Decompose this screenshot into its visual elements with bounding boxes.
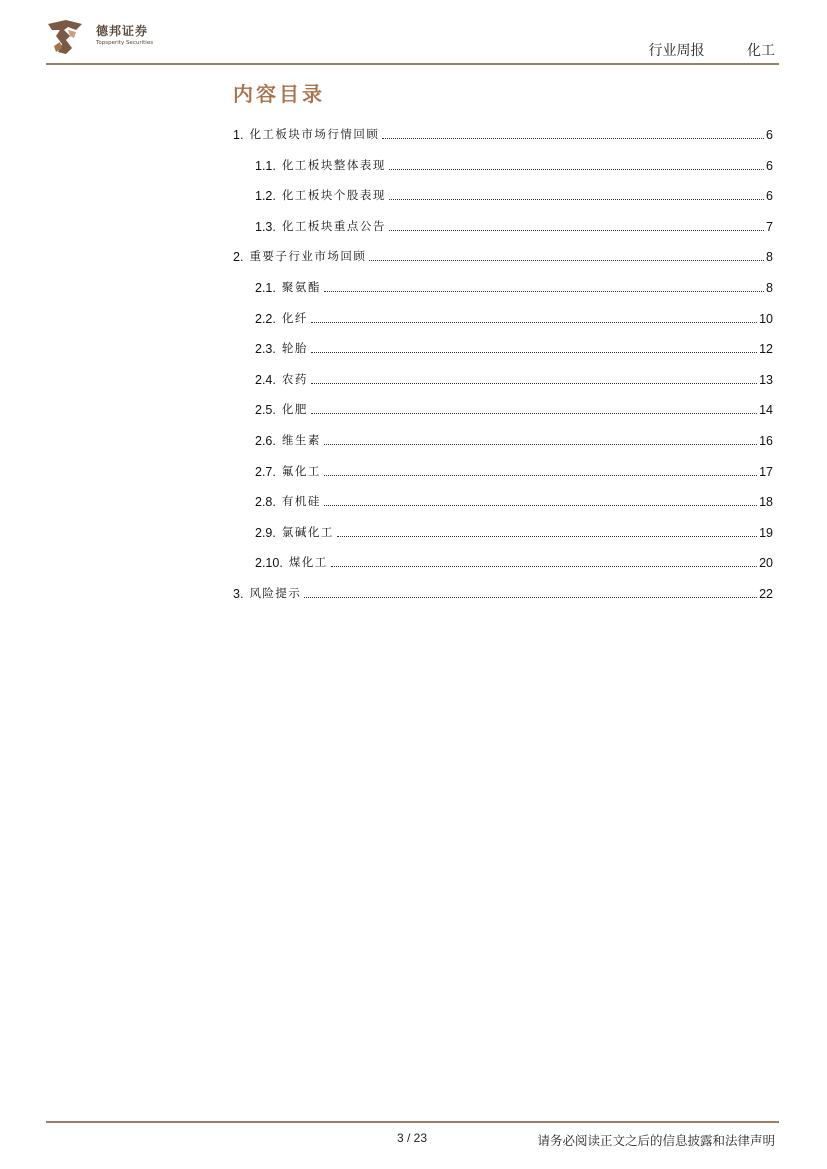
toc-title: 内容目录 <box>233 82 325 106</box>
toc-entry-label: 化纤 <box>281 310 308 325</box>
toc-entry-label: 聚氨酯 <box>281 280 321 294</box>
toc-entry-number: 2.2. <box>255 311 276 326</box>
logo-en-text: Topsperity Securities <box>96 40 154 46</box>
toc-entry-page: 10 <box>759 311 773 326</box>
page-indicator: 3 / 23 <box>397 1131 428 1145</box>
toc-entry-page: 16 <box>759 434 773 448</box>
toc-entry[interactable] <box>255 522 773 540</box>
toc-entry-label: 氯碱化工 <box>281 524 334 539</box>
toc-entry-number: 2.4. <box>255 372 276 387</box>
toc-entry-number: 1.1. <box>255 158 276 173</box>
toc-entry-label: 化工板块市场行情回顾 <box>249 127 380 141</box>
toc-entry-label: 化工板块个股表现 <box>281 188 386 203</box>
toc-entry[interactable] <box>255 308 773 326</box>
toc-dot-leader <box>337 524 757 537</box>
toc-entry-number: 3. <box>233 587 244 601</box>
toc-entry[interactable] <box>255 430 773 448</box>
toc-entry[interactable] <box>255 216 773 234</box>
toc-entry-number: 2.9. <box>255 525 276 540</box>
toc-entry-page: 6 <box>766 128 773 142</box>
toc-entry-page: 14 <box>759 403 773 418</box>
logo-icon <box>46 18 88 58</box>
industry-name: 化工 <box>747 43 775 59</box>
toc-entry[interactable] <box>255 399 773 417</box>
toc-entry-page: 18 <box>759 495 773 510</box>
header-divider <box>46 63 779 65</box>
toc-dot-leader <box>311 401 757 414</box>
toc-entry[interactable] <box>255 155 773 173</box>
toc-entry[interactable] <box>233 124 773 142</box>
toc-entry-page: 6 <box>766 158 773 173</box>
toc-dot-leader <box>311 340 757 353</box>
toc-dot-leader <box>382 126 764 139</box>
disclaimer-note: 请务必阅读正文之后的信息披露和法律声明 <box>537 1133 775 1148</box>
toc-dot-leader <box>324 493 757 506</box>
toc-dot-leader <box>331 554 757 567</box>
toc-entry[interactable] <box>255 277 773 295</box>
toc-dot-leader <box>389 187 764 200</box>
toc-entry-label: 有机硅 <box>281 494 321 509</box>
toc-entry-label: 煤化工 <box>288 555 328 570</box>
toc-entry-number: 2.6. <box>255 434 276 448</box>
toc-entry[interactable] <box>255 552 773 570</box>
toc-entry-number: 2.8. <box>255 495 276 510</box>
toc-entry[interactable] <box>255 369 773 387</box>
toc-entry-page: 19 <box>759 525 773 540</box>
toc-entry[interactable] <box>233 246 773 264</box>
toc-entry-label: 化工板块整体表现 <box>281 157 386 172</box>
toc-entry[interactable] <box>255 461 773 479</box>
footer-divider <box>46 1121 779 1123</box>
toc-entry-page: 13 <box>759 372 773 387</box>
toc-dot-leader <box>389 157 764 170</box>
toc-entry-number: 1.2. <box>255 189 276 204</box>
toc-entry-number: 2. <box>233 250 244 265</box>
toc-dot-leader <box>311 371 757 384</box>
toc-dot-leader <box>389 218 764 231</box>
toc-dot-leader <box>369 248 764 261</box>
toc-entry-page: 6 <box>766 189 773 204</box>
toc-entry-page: 22 <box>759 587 773 601</box>
toc-entry-label: 维生素 <box>281 433 321 447</box>
toc-entry-page: 12 <box>759 342 773 357</box>
toc-entry[interactable] <box>255 338 773 356</box>
toc-dot-leader <box>324 279 764 292</box>
toc-entry-page: 8 <box>766 281 773 295</box>
toc-entry-label: 轮胎 <box>281 341 308 356</box>
toc-entry[interactable] <box>233 583 773 601</box>
toc-entry-label: 农药 <box>281 371 308 386</box>
company-logo <box>46 18 166 58</box>
toc-entry-label: 化工板块重点公告 <box>281 218 386 233</box>
toc-dot-leader <box>324 432 757 445</box>
toc-entry-page: 20 <box>759 556 773 571</box>
toc-entry-number: 2.1. <box>255 281 276 295</box>
header-tags <box>649 40 775 60</box>
toc-dot-leader <box>304 585 757 598</box>
toc-entry-label: 风险提示 <box>249 586 302 600</box>
toc-dot-leader <box>311 310 757 323</box>
toc-entry-label: 重要子行业市场回顾 <box>249 249 367 264</box>
toc-entry-page: 7 <box>766 219 773 234</box>
toc-entry[interactable] <box>255 491 773 509</box>
toc-entry-number: 1.3. <box>255 219 276 234</box>
toc-entry-number: 1. <box>233 128 244 142</box>
logo-cn-text: 德邦证券 <box>96 24 149 38</box>
toc-entry[interactable] <box>255 185 773 203</box>
toc-entry-number: 2.10. <box>255 556 283 571</box>
toc-entry-page: 17 <box>759 464 773 479</box>
toc-entry-label: 化肥 <box>281 402 308 417</box>
toc-entry-page: 8 <box>766 250 773 265</box>
report-type: 行业周报 <box>648 43 705 59</box>
toc-entry-number: 2.3. <box>255 342 276 357</box>
toc-entry-label: 氟化工 <box>281 463 321 478</box>
page-header <box>0 0 827 70</box>
toc-entry-number: 2.5. <box>255 403 276 418</box>
toc-dot-leader <box>324 463 757 476</box>
toc-entry-number: 2.7. <box>255 464 276 479</box>
